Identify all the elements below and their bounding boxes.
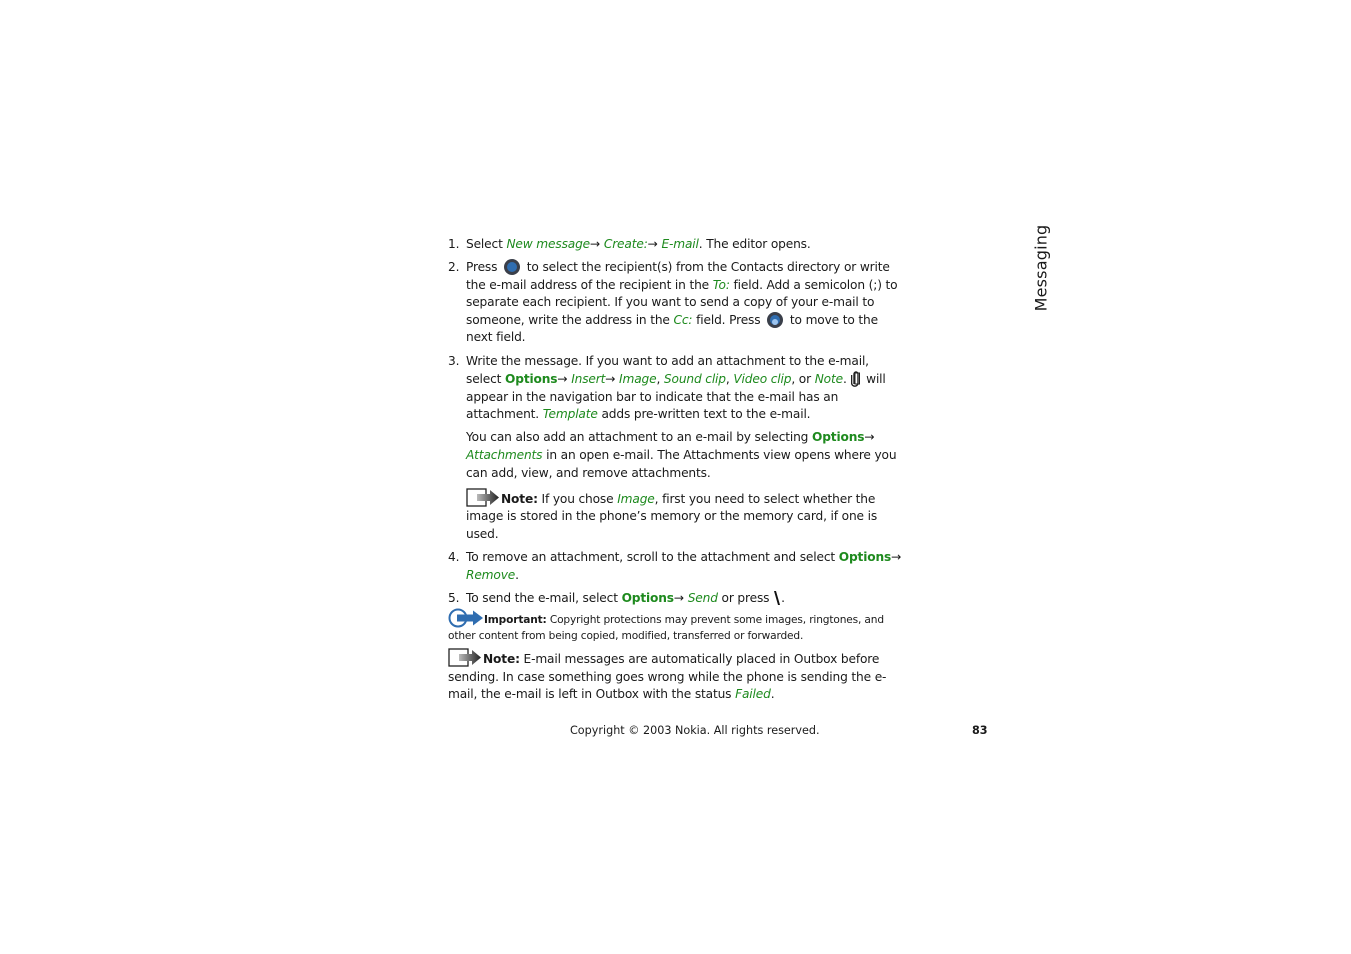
menu-video-clip: Video clip bbox=[733, 372, 792, 387]
menu-email: E-mail bbox=[661, 237, 699, 251]
menu-template: Template bbox=[542, 407, 598, 422]
arrow: → bbox=[590, 237, 604, 251]
step-3 bbox=[448, 353, 904, 424]
page-content bbox=[448, 236, 904, 710]
separator: , bbox=[656, 372, 664, 387]
step-number: 2. bbox=[448, 260, 460, 275]
menu-options: Options bbox=[838, 550, 892, 564]
note-image-paragraph bbox=[448, 488, 904, 544]
note-label: Note: bbox=[501, 491, 538, 506]
menu-sound-clip: Sound clip bbox=[663, 372, 726, 387]
menu-options: Options bbox=[812, 430, 865, 445]
arrow: → bbox=[864, 430, 875, 445]
note-text: , first you need to select whether the image is stored in the phone’s memory or the memory card, if one is used. bbox=[466, 491, 878, 541]
arrow: → bbox=[673, 590, 688, 605]
step-1 bbox=[448, 236, 904, 254]
menu-image: Image bbox=[617, 491, 655, 506]
note-label: Note: bbox=[483, 652, 520, 667]
arrow: → bbox=[605, 372, 620, 387]
step-text: To send the e-mail, select bbox=[466, 590, 622, 605]
step-text: . bbox=[781, 590, 785, 605]
step-number: 4. bbox=[448, 550, 460, 564]
section-title-text: Messaging bbox=[1031, 224, 1051, 312]
important-label: Important: bbox=[484, 614, 547, 627]
page-number: 83 bbox=[972, 724, 988, 737]
separator: , or bbox=[791, 372, 815, 387]
menu-new-message: New message bbox=[506, 237, 591, 251]
step-number: 1. bbox=[448, 237, 460, 251]
note-text: If you chose bbox=[537, 491, 618, 506]
step-text: field. Press bbox=[692, 312, 761, 327]
step-number: 3. bbox=[448, 353, 460, 368]
step-5 bbox=[448, 590, 904, 608]
footer-copyright: Copyright © 2003 Nokia. All rights reserved. bbox=[570, 724, 820, 737]
step-text: To remove an attachment, scroll to the attachment and select bbox=[466, 550, 839, 564]
important-notice bbox=[448, 608, 904, 644]
step-2 bbox=[448, 259, 904, 347]
menu-remove: Remove bbox=[466, 567, 516, 582]
nav-key-down-icon bbox=[767, 312, 783, 328]
menu-insert: Insert bbox=[571, 372, 606, 387]
status-failed: Failed bbox=[735, 687, 771, 702]
step-text: adds pre-written text to the e-mail. bbox=[597, 407, 811, 422]
important-icon bbox=[448, 608, 484, 628]
menu-options: Options bbox=[621, 590, 674, 605]
step-text: to move to the next field. bbox=[466, 312, 878, 345]
note-icon bbox=[466, 488, 500, 507]
step-4 bbox=[448, 549, 904, 584]
section-title-vertical bbox=[1030, 226, 1052, 310]
arrow: → bbox=[647, 237, 662, 251]
separator: , bbox=[725, 372, 734, 387]
step-text: . The editor opens. bbox=[698, 237, 811, 251]
menu-attachments: Attachments bbox=[466, 448, 543, 463]
step-number: 5. bbox=[448, 590, 460, 605]
field-to: To: bbox=[712, 277, 730, 292]
step-text: will appear in the navigation bar to indicate that the e-mail has an attachment. bbox=[466, 372, 886, 422]
important-text: Copyright protections may prevent some images, ringtones, and other content from being copied, modified, transferred or forwarded. bbox=[448, 614, 884, 643]
step-text: . bbox=[515, 567, 519, 582]
paragraph-text: You can also add an attachment to an e-mail by selecting bbox=[466, 430, 812, 445]
outbox-note bbox=[448, 648, 904, 704]
step-text: Select bbox=[466, 237, 507, 251]
menu-send: Send bbox=[687, 590, 718, 605]
step-text: Press bbox=[466, 260, 498, 275]
attachment-paragraph bbox=[448, 429, 904, 482]
menu-create: Create: bbox=[603, 237, 648, 251]
nav-key-icon bbox=[504, 259, 520, 275]
arrow: → bbox=[891, 550, 902, 564]
arrow: → bbox=[557, 372, 572, 387]
menu-image: Image bbox=[619, 372, 657, 387]
field-cc: Cc: bbox=[673, 312, 693, 327]
note-text: E-mail messages are automatically placed in Outbox before sending. In case something goes wrong while the phone is sending the e-mail, the e-mail is left in Outbox with the status bbox=[448, 652, 887, 702]
paragraph-text: in an open e-mail. The Attachments view opens where you can add, view, and remove attachments. bbox=[466, 448, 897, 480]
paperclip-icon bbox=[851, 370, 861, 387]
menu-options: Options bbox=[505, 372, 558, 387]
note-icon bbox=[448, 648, 482, 667]
send-key-icon bbox=[773, 590, 781, 606]
note-text: . bbox=[770, 687, 775, 702]
step-text: field. Add a semicolon (;) to separate each recipient. If you want to send a copy of your e-mail to someone, write the address in the bbox=[466, 277, 898, 327]
step-text: to select the recipient(s) from the Contacts directory or write the e-mail address of the recipient in the bbox=[466, 260, 890, 292]
step-text: or press bbox=[717, 590, 770, 605]
step-text: Write the message. If you want to add an attachment to the e-mail, select bbox=[466, 353, 869, 387]
separator: . bbox=[842, 372, 851, 387]
menu-note: Note bbox=[814, 372, 843, 387]
